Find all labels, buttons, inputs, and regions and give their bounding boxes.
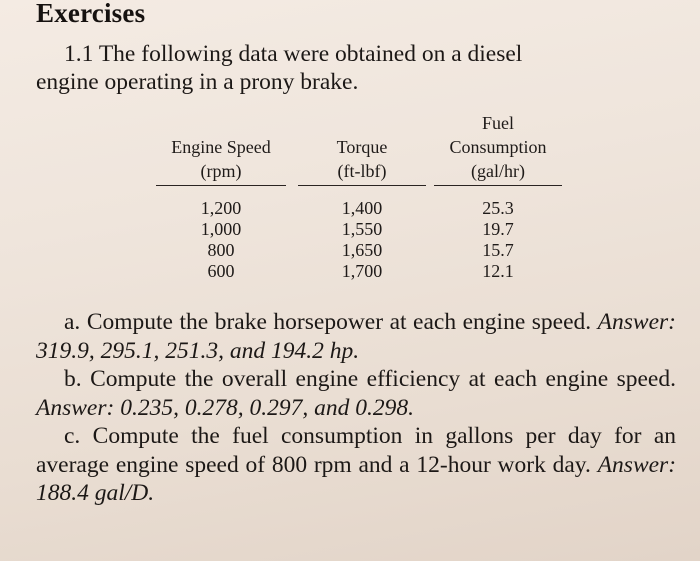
part-label: a. xyxy=(64,309,81,335)
part-c xyxy=(36,422,676,508)
table-row xyxy=(156,240,562,261)
header-fuel: Consumption xyxy=(449,137,547,157)
cell-speed: 600 xyxy=(207,261,235,281)
header-torque: Torque xyxy=(336,137,388,157)
header-speed-top xyxy=(156,112,286,136)
cell-torque: 1,550 xyxy=(341,219,383,239)
cell-speed: 1,200 xyxy=(200,198,242,218)
header-row-top xyxy=(156,112,562,136)
header-fuel-top: Fuel xyxy=(481,113,514,133)
exercise-parts xyxy=(36,308,676,508)
part-label: b. xyxy=(64,366,82,392)
header-torque-top xyxy=(286,112,426,136)
cell-fuel: 15.7 xyxy=(482,240,514,260)
header-speed: Engine Speed xyxy=(171,137,271,157)
cell-fuel: 25.3 xyxy=(482,198,514,218)
header-torque-unit: (ft-lbf) xyxy=(298,160,426,186)
cell-fuel: 12.1 xyxy=(482,261,514,281)
cell-speed: 1,000 xyxy=(200,219,242,239)
table-row xyxy=(156,261,562,282)
header-fuel-unit: (gal/hr) xyxy=(434,160,562,186)
part-answer: Answer: 319.9, 295.1, 251.3, and 194.2 hp. xyxy=(36,309,676,364)
header-speed-unit: (rpm) xyxy=(156,160,286,186)
cell-torque: 1,650 xyxy=(341,240,383,260)
part-question: Compute the fuel consumption in gallons per day for an average engine speed of 800 rpm and a 12-hour work day. xyxy=(36,423,676,478)
part-answer: Answer: 0.235, 0.278, 0.297, and 0.298. xyxy=(36,394,414,421)
cell-speed: 800 xyxy=(207,240,235,260)
problem-line-1 xyxy=(36,40,676,68)
table-row xyxy=(156,219,562,240)
part-answer: Answer: 188.4 gal/D. xyxy=(36,451,677,506)
header-row-mid xyxy=(156,136,562,160)
header-row-units xyxy=(156,160,562,188)
part-a xyxy=(36,308,676,365)
cell-fuel: 19.7 xyxy=(482,219,514,239)
problem-text-2: engine operating in a prony brake. xyxy=(36,69,359,95)
part-question: Compute the brake horsepower at each engine speed. xyxy=(86,309,592,335)
cell-torque: 1,400 xyxy=(341,198,383,218)
engine-data-table xyxy=(156,112,562,282)
section-heading: Exercises xyxy=(36,0,146,28)
problem-number: 1.1 xyxy=(64,41,94,67)
problem-statement xyxy=(36,40,676,96)
problem-text-1: The following data were obtained on a diesel xyxy=(98,41,523,67)
part-question: Compute the overall engine efficiency at each engine speed. xyxy=(90,366,676,392)
table-row xyxy=(156,188,562,219)
part-label: c. xyxy=(64,423,81,449)
cell-torque: 1,700 xyxy=(341,261,383,281)
part-b xyxy=(36,365,676,422)
